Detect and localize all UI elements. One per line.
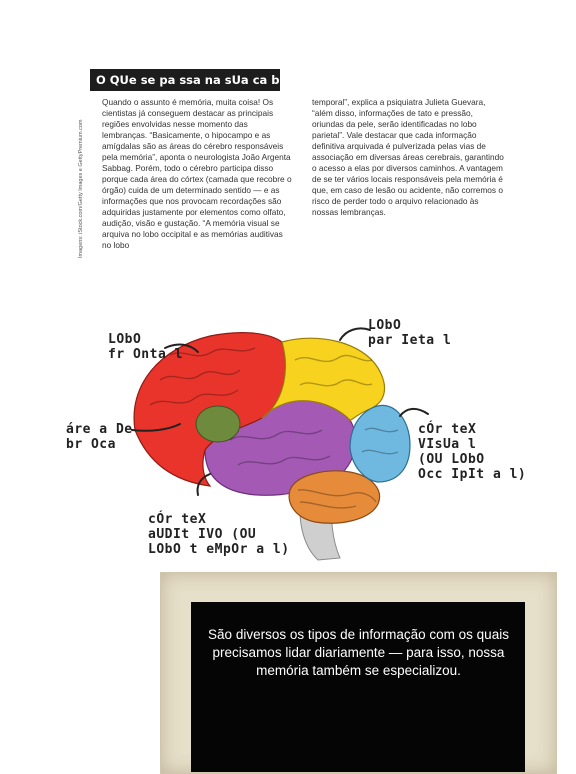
article-column-1: Quando o assunto é memória, muita coisa! Os cientistas já conseguem destacar as principais regiões envolvidas nesse momento das lembranças. “Basicamente, o hipocampo e as amígdalas são as áreas do cérebro responsáveis pela memória”, aponta o neurologista João Argenta Sabbag. Porém, todo o cérebro participa disso porque cada área do córtex (camada que recobre o órgão) cuida de um determinado sentido — e as informações que nos provocam recordações são adquiridas justamente por elementos como olfato, audição, visão e gustação. “A memória visual se arquiva no lobo occipital e as memórias auditivas no lobo bbox=[102, 97, 292, 250]
label-visual-cortex: cÓr teX VIsUa l (OU LObO Occ IpIt a l) bbox=[418, 422, 527, 482]
photo-caption: São diversos os tipos de informação com os quais precisamos lidar diariamente — para isso, nossa memória também se especializou. bbox=[208, 627, 509, 678]
label-broca-area: áre a De br Oca bbox=[66, 422, 133, 452]
section-title: O QUe se pa ssa na sUa ca be ç a? bbox=[90, 69, 280, 91]
broca-area bbox=[196, 406, 240, 442]
brain-diagram bbox=[0, 290, 576, 570]
label-auditory-cortex: cÓr teX aUDIt IVO (OU LObO t eMpOr a l) bbox=[148, 512, 290, 557]
label-parietal-lobe: LObO par Ieta l bbox=[368, 318, 452, 348]
image-credit: Imagens: iStock.com/Getty Images e GettyPremium.com bbox=[78, 119, 84, 258]
label-frontal-lobe: LObO fr Onta l bbox=[108, 332, 183, 362]
cerebellum bbox=[289, 471, 379, 523]
article-column-2: temporal”, explica a psiquiatra Julieta Guevara, “além disso, informações de tato e pressão, oriundas da pele, serão identificadas no lobo parietal”. Vale destacar que cada informação definitiva arquivada é pulverizada pelas vias de associação em diversas áreas cerebrais, garantindo o acesso a elas por diversos caminhos. A vantagem de se ter vários locais responsáveis pela memória é que, em caso de lesão ou acidente, não corremos o risco de perder todo o arquivo relacionado às nossas lembranças. bbox=[312, 97, 504, 217]
occipital-lobe bbox=[350, 405, 410, 482]
